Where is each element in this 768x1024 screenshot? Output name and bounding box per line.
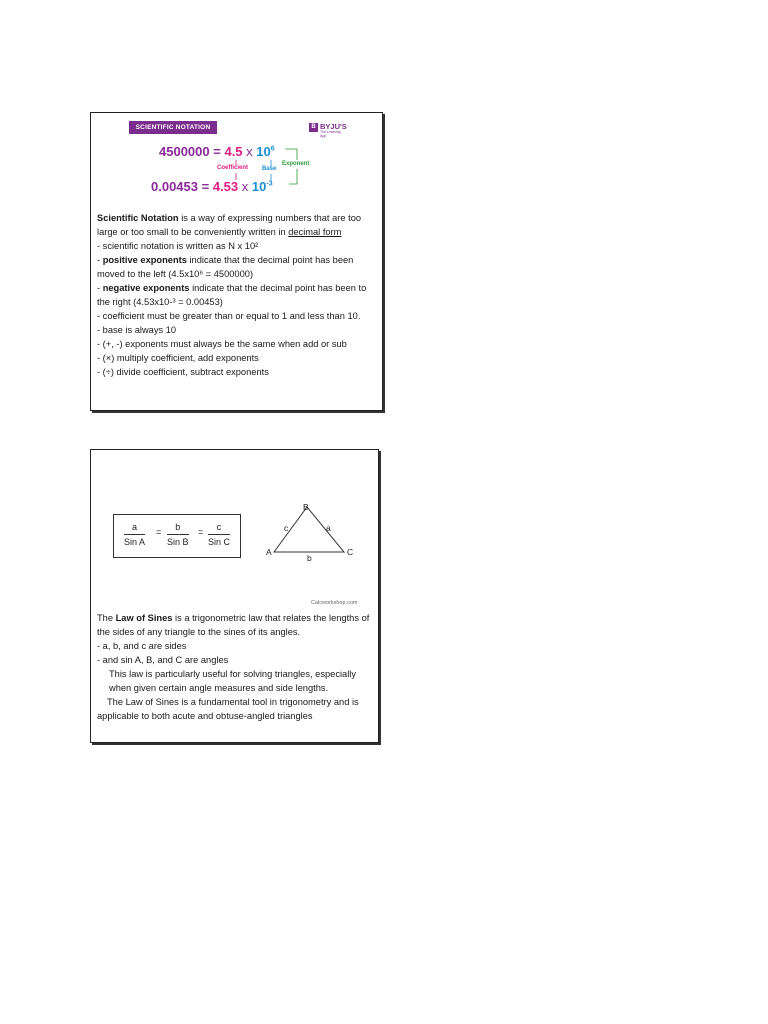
- eq1-times: x: [246, 144, 253, 159]
- sn-line-2: [97, 253, 377, 281]
- vertex-b-label: B: [303, 502, 309, 512]
- eq2-equals: =: [201, 179, 210, 194]
- law-of-sines-text: [97, 611, 375, 723]
- los-intro: [97, 611, 375, 639]
- decimal-form-link: decimal form: [288, 227, 342, 237]
- los-intro-rest: is a trigonometric law that relates the lengths of the sides of any triangle to the sines of its angles.: [97, 613, 370, 637]
- los-para-2: The Law of Sines is a fundamental tool in trigonometry and is applicable to both acute and obtuse-angled triangles: [97, 697, 359, 721]
- exponent-label: Exponent: [282, 161, 310, 167]
- eq1-equals: =: [213, 144, 221, 159]
- notation-equation-1: [159, 144, 275, 159]
- fraction-b-numerator: b: [167, 522, 189, 535]
- eq1-coefficient: 4.5: [224, 144, 243, 159]
- los-para-1: [97, 667, 375, 695]
- sn-intro: [97, 211, 377, 239]
- byjus-logo-text: BYJU'S: [320, 122, 347, 131]
- los-line-1: - a, b, and c are sides: [97, 641, 187, 651]
- los-intro-pre: The: [97, 613, 116, 623]
- eq1-exponent: 6: [270, 145, 275, 153]
- eq2-exponent: -3: [266, 180, 273, 188]
- sn-intro-bold: Scientific Notation: [97, 213, 179, 223]
- fraction-c: [208, 522, 230, 547]
- side-b-label: b: [307, 553, 312, 563]
- law-of-sines-formula: [113, 514, 241, 558]
- law-of-sines-card: [90, 449, 379, 743]
- formula-equals-2: =: [198, 527, 204, 537]
- coefficient-label: Coefficient: [217, 165, 249, 171]
- sn-line-2-rest: indicate that the decimal point has been moved to the left (4.5x10⁶ = 4500000): [97, 255, 354, 279]
- sn-line-1: - scientific notation is written as N x 10²: [97, 241, 259, 251]
- sn-intro-rest: is a way of expressing numbers that are too large or too small to be conveniently written in: [97, 213, 362, 237]
- positive-exponents-bold: positive exponents: [102, 255, 187, 265]
- negative-exponents-bold: negative exponents: [102, 283, 190, 293]
- sn-line-4: - coefficient must be greater than or equal to 1 and less than 10.: [97, 311, 361, 321]
- side-c-label: c: [284, 523, 289, 533]
- sn-line-3: [97, 281, 377, 309]
- eq2-number: 0.00453: [151, 179, 198, 194]
- triangle-diagram: [261, 500, 361, 560]
- fraction-a-denominator: Sin A: [124, 537, 146, 547]
- los-para-1-text: This law is particularly useful for solving triangles, especially when given certain angle measures and side lengths.: [109, 669, 356, 693]
- sn-line-5: - base is always 10: [97, 325, 177, 335]
- eq2-coefficient: 4.53: [212, 179, 239, 194]
- fraction-b: [167, 522, 189, 547]
- sn-line-8: - (÷) divide coefficient, subtract exponents: [97, 367, 269, 377]
- eq1-number: 4500000: [159, 144, 210, 159]
- image-credit: Calcworkshop.com: [311, 600, 358, 606]
- fraction-b-denominator: Sin B: [167, 537, 189, 547]
- fraction-c-numerator: c: [208, 522, 230, 535]
- vertex-a-label: A: [266, 547, 272, 557]
- scientific-notation-banner: SCIENTIFIC NOTATION: [129, 121, 217, 134]
- sn-line-2-prefix: -: [97, 255, 103, 265]
- sn-line-7: - (×) multiply coefficient, add exponents: [97, 353, 259, 363]
- eq2-base: 10: [251, 179, 267, 194]
- scientific-notation-card: [90, 112, 383, 411]
- vertex-c-label: C: [347, 547, 354, 557]
- base-label: Base: [262, 166, 277, 172]
- side-a-label: a: [326, 523, 331, 533]
- scientific-notation-text: [97, 211, 377, 379]
- fraction-a: [124, 522, 145, 547]
- sn-line-3-rest: indicate that the decimal point has been to the right (4.53x10-³ = 0.00453): [97, 283, 367, 307]
- sn-line-6: - (+, -) exponents must always be the same when add or sub: [97, 339, 347, 349]
- sn-line-3-prefix: -: [97, 283, 103, 293]
- byjus-logo-mark: B: [309, 123, 318, 132]
- notation-equation-2: [151, 179, 273, 194]
- los-line-2: - and sin A, B, and C are angles: [97, 655, 229, 665]
- formula-equals-1: =: [156, 527, 162, 537]
- notation-connector-lines: [91, 113, 382, 213]
- fraction-c-denominator: Sin C: [208, 537, 231, 547]
- fraction-a-numerator: a: [124, 522, 145, 535]
- law-of-sines-bold: Law of Sines: [115, 613, 173, 623]
- eq2-times: x: [241, 179, 249, 194]
- eq1-base: 10: [256, 144, 271, 159]
- byjus-logo-subtitle: The Learning App: [320, 130, 341, 138]
